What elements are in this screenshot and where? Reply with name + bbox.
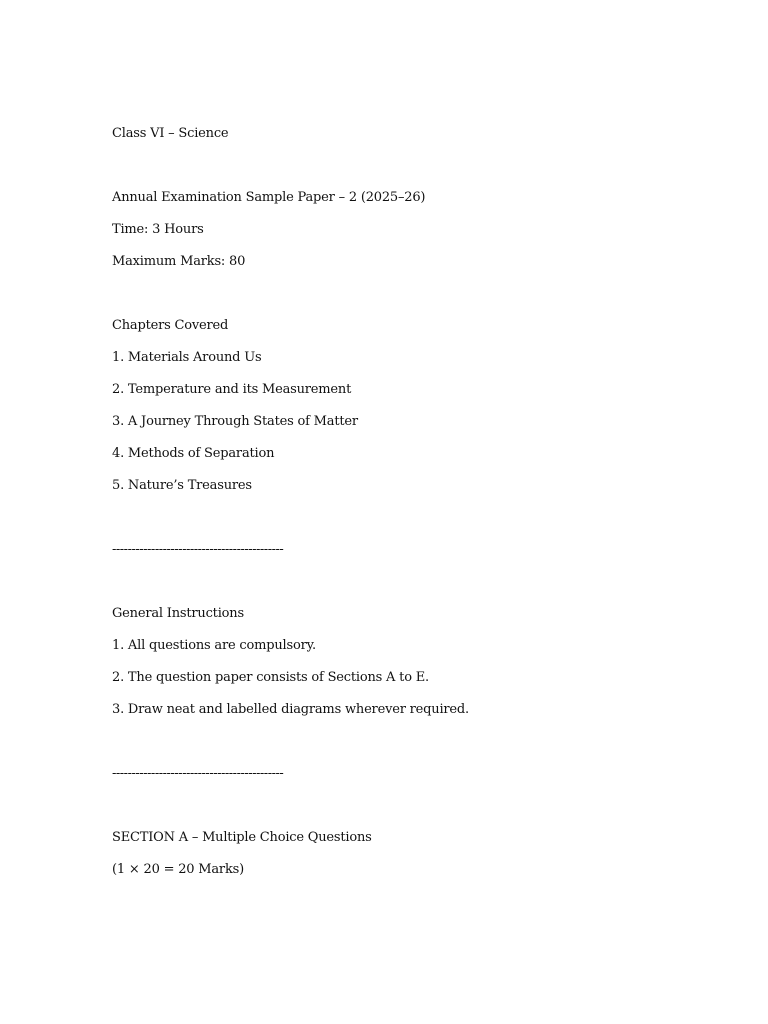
maximum-marks: Maximum Marks: 80 — [112, 254, 246, 269]
instructions-heading: General Instructions — [112, 606, 244, 621]
instruction-item: 3. Draw neat and labelled diagrams wherever required. — [112, 702, 469, 717]
chapters-heading: Chapters Covered — [112, 318, 229, 333]
exam-title: Annual Examination Sample Paper – 2 (2025–26) — [112, 190, 426, 205]
chapter-item: 5. Nature’s Treasures — [112, 478, 252, 493]
exam-time: Time: 3 Hours — [112, 222, 204, 237]
instruction-item: 2. The question paper consists of Sections A to E. — [112, 670, 429, 685]
divider: -------------------------------------------- — [112, 542, 284, 557]
chapter-item: 3. A Journey Through States of Matter — [112, 414, 358, 429]
divider: -------------------------------------------- — [112, 766, 284, 781]
section-a-marks: (1 × 20 = 20 Marks) — [112, 862, 244, 877]
section-a-title: SECTION A – Multiple Choice Questions — [112, 830, 372, 845]
chapter-item: 2. Temperature and its Measurement — [112, 382, 352, 397]
chapter-item: 1. Materials Around Us — [112, 350, 262, 365]
class-subject: Class VI – Science — [112, 126, 229, 141]
instruction-item: 1. All questions are compulsory. — [112, 638, 316, 653]
chapter-item: 4. Methods of Separation — [112, 446, 275, 461]
